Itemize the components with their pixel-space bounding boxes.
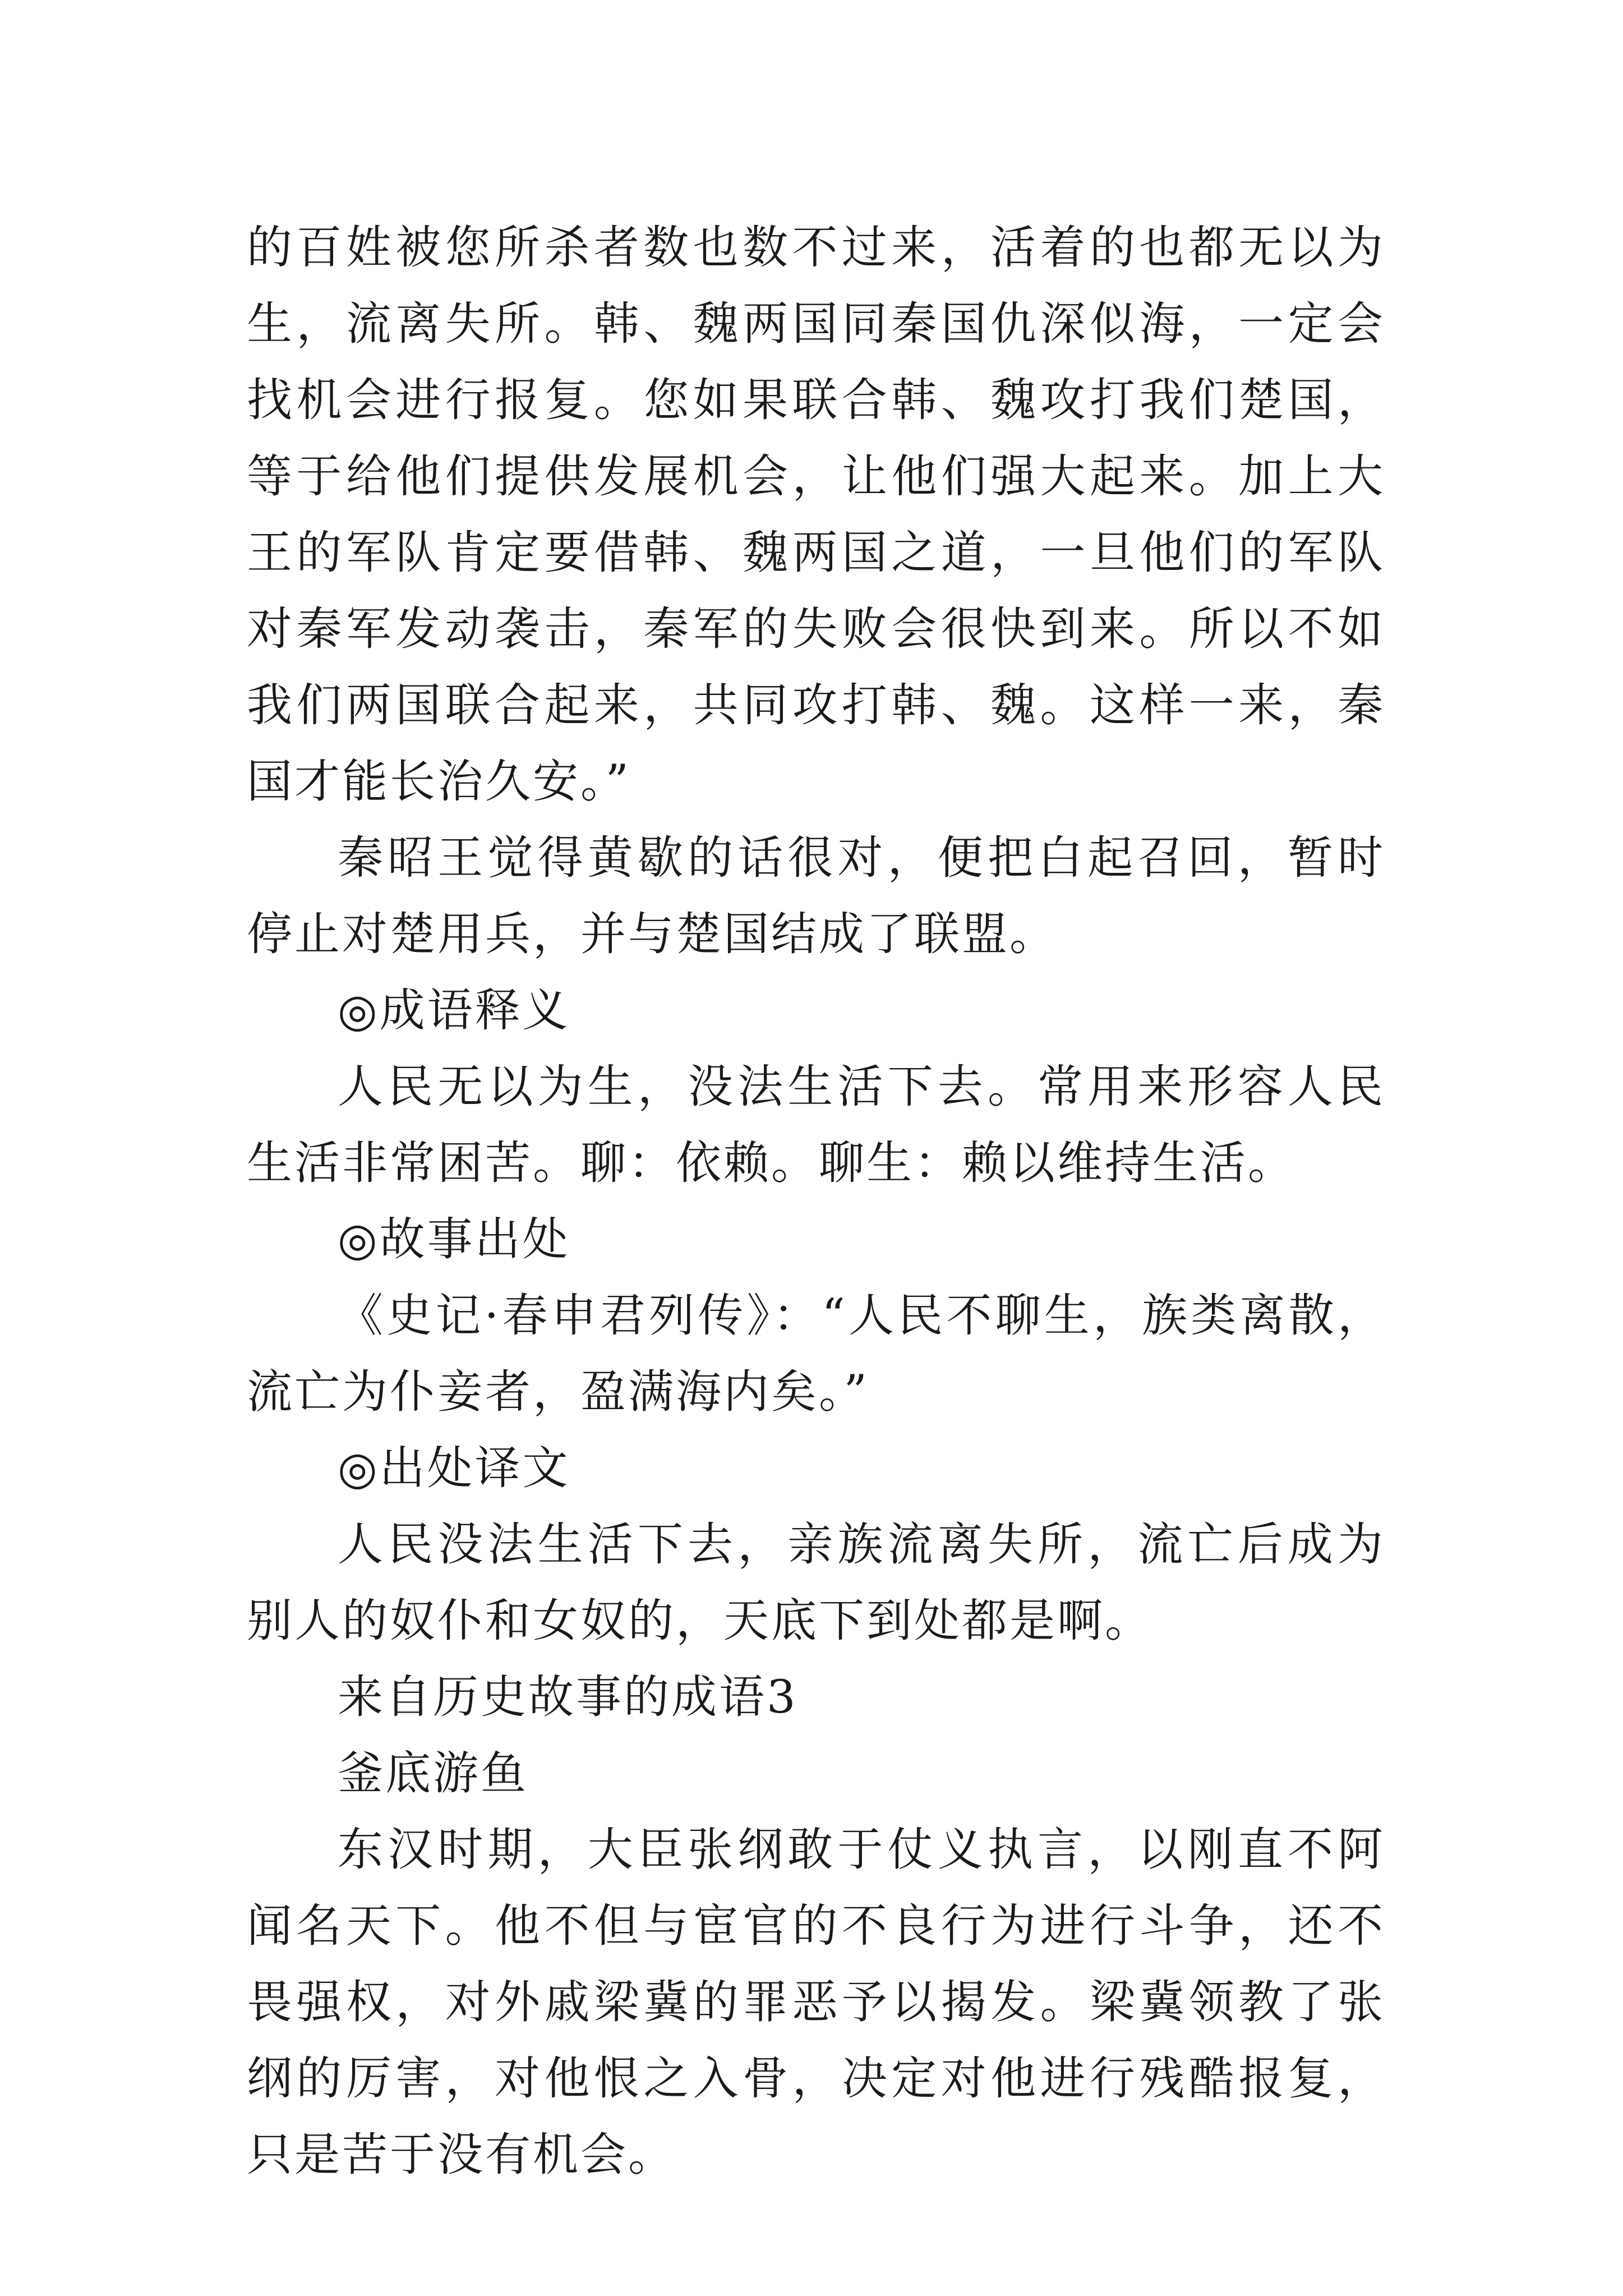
- paragraph-continuation: 的百姓被您所杀者数也数不过来，活着的也都无以为生，流离失所。韩、魏两国同秦国仇深似海，一定会找机会进行报复。您如果联合韩、魏攻打我们楚国，等于给他们提供发展机会，让他们强大起来。加上大王的军队肯定要借韩、魏两国之道，一旦他们的军队对秦军发动袭击，秦军的失败会很快到来。所以不如我们两国联合起来，共同攻打韩、魏。这样一来，秦国才能长治久安。”: [247, 222, 1385, 808]
- paragraph-story-source: 《史记·春申君列传》：“人民不聊生，族类离散，流亡为仆妾者，盈满海内矣。”: [247, 1290, 1385, 1419]
- paragraph-source-translation: 人民没法生活下去，亲族流离失所，流亡后成为别人的奴仆和女奴的，天底下到处都是啊。: [247, 1519, 1385, 1648]
- section-title-idioms-3: 来自历史故事的成语3: [338, 1671, 798, 1724]
- section-heading-source-translation: ◎出处译文: [338, 1442, 570, 1495]
- paragraph-idiom-meaning: 人民无以为生，没法生活下去。常用来形容人民生活非常困苦。聊：依赖。聊生：赖以维持生活。: [247, 1061, 1385, 1190]
- section-heading-idiom-meaning: ◎成语释义: [338, 984, 570, 1037]
- paragraph-zhang-gang: 东汉时期，大臣张纲敢于仗义执言，以刚直不阿闻名天下。他不但与宦官的不良行为进行斗争，还不畏强权，对外戚梁冀的罪恶予以揭发。梁冀领教了张纲的厉害，对他恨之入骨，决定对他进行残酷报复，只是苦于没有机会。: [247, 1824, 1385, 2182]
- document-body: [247, 210, 1385, 2193]
- paragraph-qin-zhaowang: 秦昭王觉得黄歇的话很对，便把白起召回，暂时停止对楚用兵，并与楚国结成了联盟。: [247, 832, 1385, 961]
- idiom-title: 釜底游鱼: [338, 1747, 529, 1800]
- section-heading-story-source: ◎故事出处: [338, 1213, 570, 1266]
